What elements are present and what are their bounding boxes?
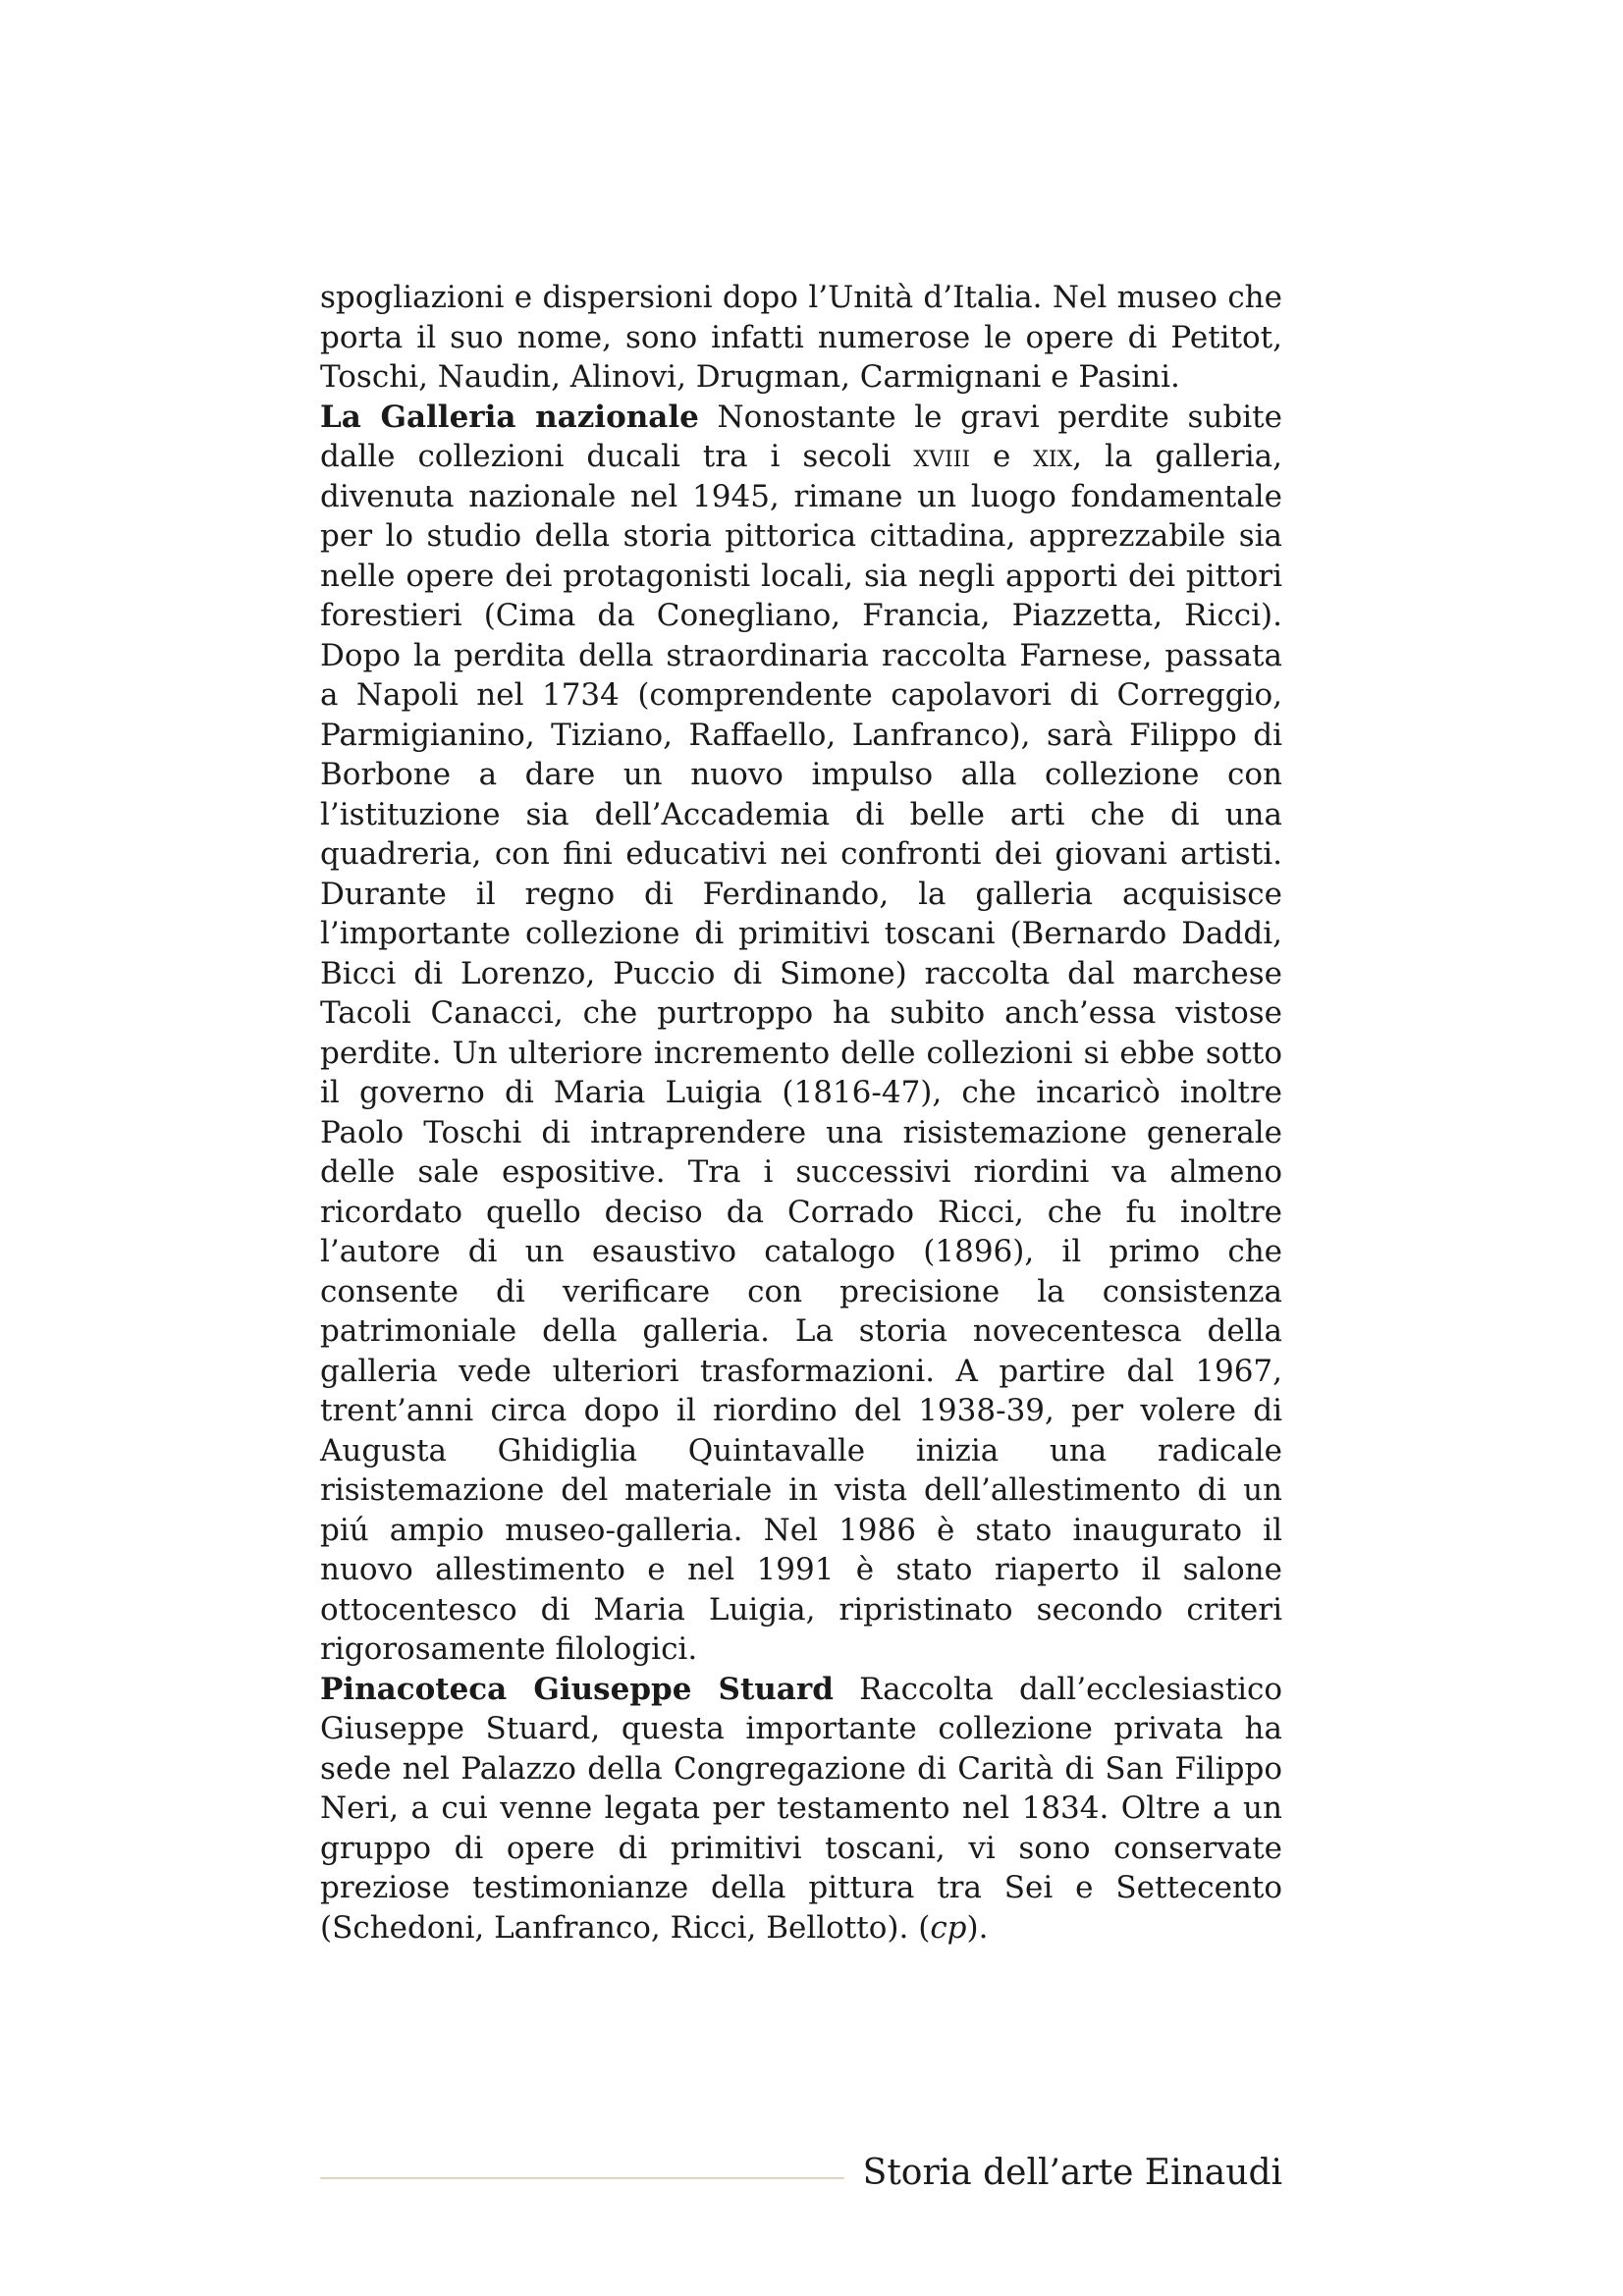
section-heading-pinacoteca-stuard: Pinacoteca Giuseppe Stuard (320, 1671, 834, 1707)
paragraph-pinacoteca-stuard (320, 1670, 1282, 1949)
century-numeral: xviii (913, 439, 971, 474)
paragraph-text: Raccolta dall’ecclesiastico Giuseppe Stuard, questa importante collezione privata ha sede nel Palazzo della Congregazione di Carità di San Filippo Neri, a cui venne legata per testamento nel 1834. Oltre a un gruppo di opere di primitivi toscani, vi sono conservate preziose testimonianze della pittura tra Sei e Settecento (Schedoni, Lanfranco, Ricci, Bellotto). ( (320, 1671, 1283, 1946)
body-text (320, 278, 1282, 1948)
paragraph-text: ). (966, 1909, 989, 1946)
paragraph-text: spogliazioni e dispersioni dopo l’Unità d’Italia. Nel museo che porta il suo nome, sono infatti numerose le opere di Petitot, Toschi, Naudin, Alinovi, Drugman, Carmignani e Pasini. (320, 280, 1282, 395)
paragraph-text: Nonostante le gravi perdite subite dalle collezioni ducali tra i secoli (320, 399, 1282, 474)
footer-title: Storia dell’arte Einaudi (862, 2153, 1282, 2193)
author-initials: cp (930, 1909, 967, 1946)
paragraph-text: e (970, 439, 1034, 474)
paragraph-galleria-nazionale (320, 398, 1282, 1670)
footer-rule (320, 2177, 844, 2179)
paragraph-text: , la galleria, divenuta nazionale nel 1945, rimane un luogo fondamentale per lo studio della storia pittorica cittadina, apprezzabile sia nelle opere dei protagonisti locali, sia negli apporti dei pittori forestieri (Cima da Conegliano, Francia, Piazzetta, Ricci). Dopo la perdita della straordinaria raccolta Farnese, passata a Napoli nel 1734 (comprendente capolavori di Correggio, Parmigianino, Tiziano, Raffaello, Lanfranco), sarà Filippo di Borbone a dare un nuovo impulso alla collezione con l’istituzione sia dell’Accademia di belle arti che di una quadreria, con fini educativi nei confronti dei giovani artisti. Durante il regno di Ferdinando, la galleria acquisisce l’importante collezione di primitivi toscani (Bernardo Daddi, Bicci di Lorenzo, Puccio di Simone) raccolta dal marchese Tacoli Canacci, che purtroppo ha subito anch’essa vistose perdite. Un ulteriore incremento delle collezioni si ebbe sotto il governo di Maria Luigia (1816-47), che incaricò inoltre Paolo Toschi di intraprendere una risistemazione generale delle sale espositive. Tra i successivi riordini va almeno ricordato quello deciso da Corrado Ricci, che fu inoltre l’autore di un esaustivo catalogo (1896), il primo che consente di verificare con precisione la consistenza patrimoniale della galleria. La storia novecentesca della galleria vede ulteriori trasformazioni. A partire dal 1967, trent’anni circa dopo il riordino del 1938-39, per volere di Augusta Ghidiglia Quintavalle inizia una radicale risistemazione del materiale in vista dell’allestimento di un piú ampio museo-galleria. Nel 1986 è stato inaugurato il nuovo allestimento e nel 1991 è stato riaperto il salone ottocentesco di Maria Luigia, ripristinato secondo criteri rigorosamente filologici. (320, 439, 1282, 1667)
paragraph-museum-intro (320, 278, 1282, 398)
page-footer (320, 2150, 1282, 2199)
century-numeral: xix (1033, 439, 1073, 474)
section-heading-galleria-nazionale: La Galleria nazionale (320, 399, 699, 435)
